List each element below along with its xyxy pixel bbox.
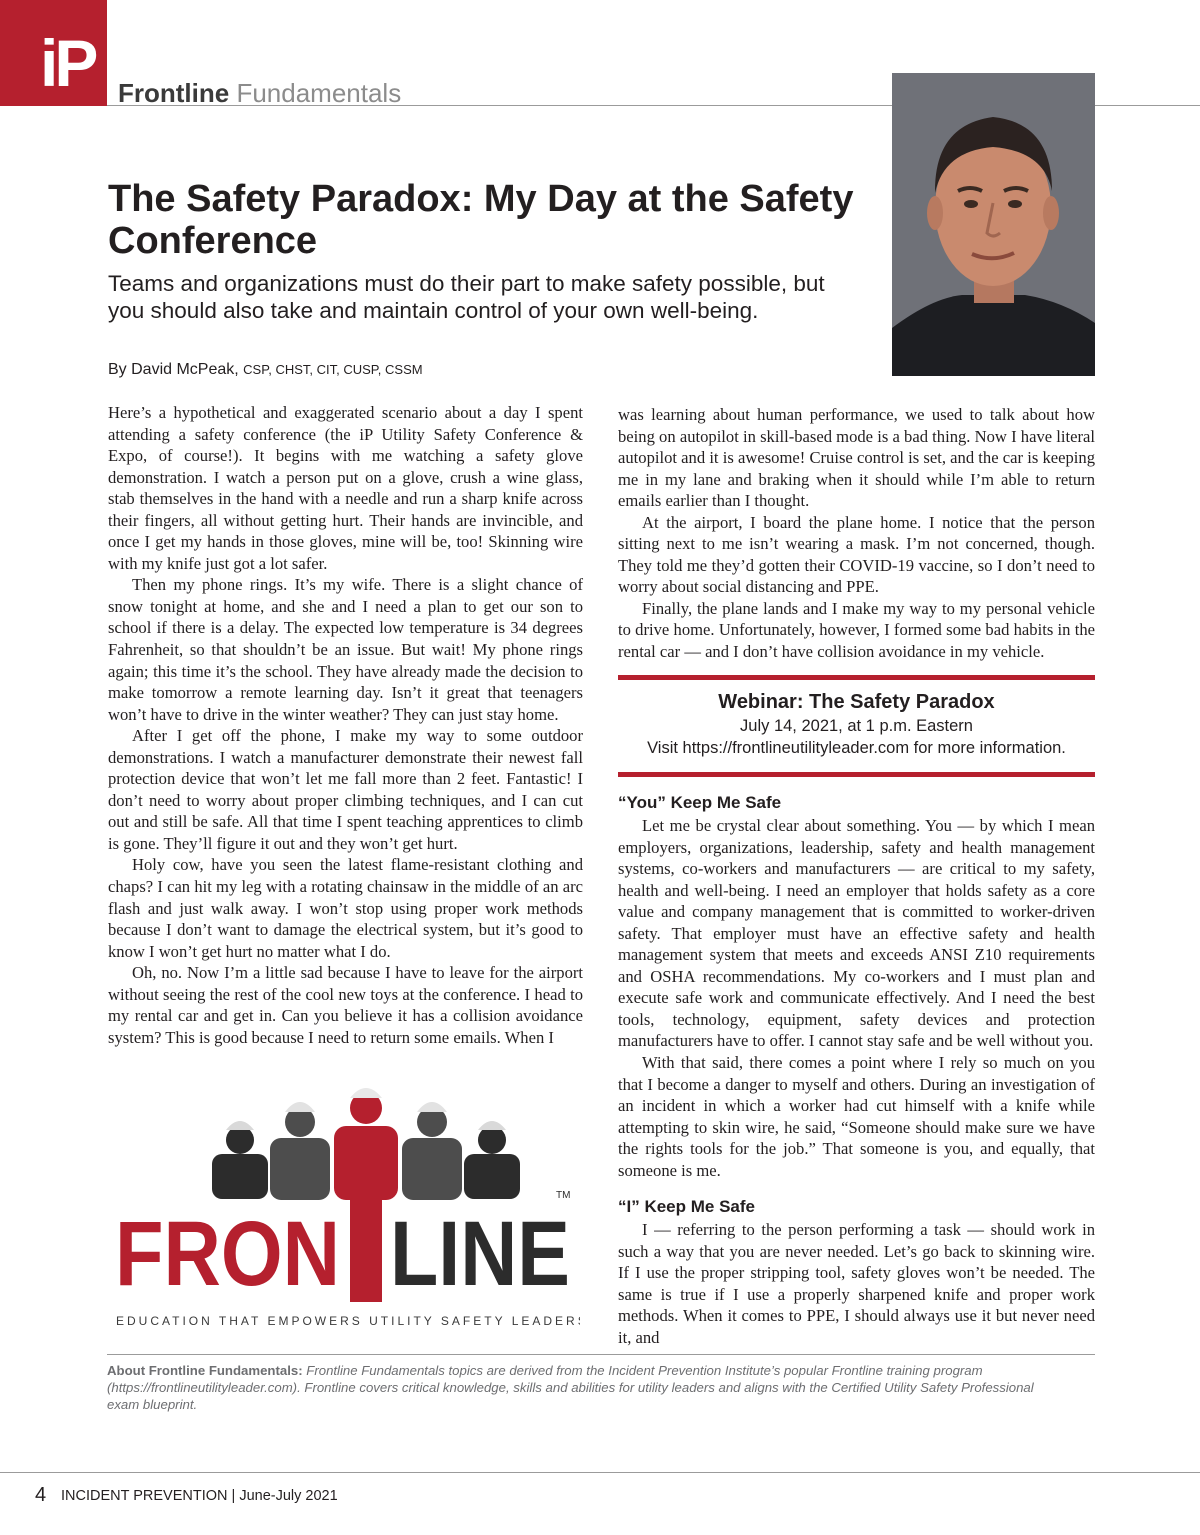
byline [108, 361, 423, 379]
author-portrait-illustration [892, 73, 1095, 376]
article-title: The Safety Paradox: My Day at the Safety Conference [108, 178, 854, 262]
about-note [107, 1362, 1067, 1413]
body-column-right-top [618, 404, 1095, 663]
frontline-word-left: FRON [115, 1203, 340, 1305]
body-paragraph: After I get off the phone, I make my way to some outdoor demonstrations. I watch a manufacturer demonstrate their newest fall protection device that won’t let me fall more than 2 feet. Fantastic! I don’t need to worry about proper climbing techniques, and I can cut out and still be safe. All that time I spent teaching apprentices to climb is gone. They’ll figure it out and they won’t get hurt. [108, 726, 583, 853]
body-paragraph: Let me be crystal clear about something. You — by which I mean employers, organizations, leadership, safety and health management systems, co-workers and manufacturers — are critical to my safety, health and well-being. I need an employer that holds safety as a core value and company management that is committed to worker-driven safety. That employer must have an effective safety and health management system that meets and exceeds ANSI Z10 requirements and OSHA recommendations. My co-workers and I must plan and execute safe work and communicate effectively. And I need the best tools, technology, equipment, safety devices and protection manufacturers have to offer. I cannot stay safe and be well without you. [618, 816, 1095, 1051]
webinar-callout [618, 690, 1095, 759]
footer-divider [0, 1472, 1200, 1473]
body-paragraph: was learning about human performance, we used to talk about how being on autopilot in skill-based mode is a bad thing. Now I have literal autopilot and it is awesome! Cruise control is set, and the car is keeping me in my lane and braking when it should while I’m able to return emails earlier than I thought. [618, 405, 1095, 511]
about-label: About Frontline Fundamentals: [107, 1363, 303, 1378]
body-paragraph: Here’s a hypothetical and exaggerated scenario about a day I spent attending a safety conference (the iP Utility Safety Conference & Expo, of course!). It begins with me watching a safety glove demonstration. I watch a person put on a glove, crush a wine glass, stab themselves in the hand with a needle and run a sharp knife across their fingers, all without getting hurt. Their hands are invincible, and once I get my hands in those gloves, mine will be, too! Skinning wire with my knife just got a lot safer. [108, 403, 583, 573]
page-number: 4 [35, 1484, 47, 1506]
about-divider [107, 1354, 1095, 1355]
body-paragraph: Oh, no. Now I’m a little sad because I have to leave for the airport without seeing the rest of the cool new toys at the conference. I head to my rental car and get in. Can you believe it has a collision avoidance system? This is good because I need to return some emails. When I [108, 963, 583, 1047]
article-subtitle: Teams and organizations must do their part to make safety possible, but you should also take and maintain control of your own well-being. [108, 271, 825, 323]
webinar-rule-bottom [618, 772, 1095, 777]
ip-logo [0, 0, 107, 106]
webinar-title: Webinar: The Safety Paradox [718, 691, 995, 713]
frontline-word-right: LINE [390, 1203, 570, 1305]
frontline-logo-graphic [110, 1080, 580, 1335]
author-photo [892, 73, 1095, 376]
byline-credentials: CSP, CHST, CIT, CUSP, CSSM [243, 362, 423, 377]
body-column-left [108, 402, 583, 1048]
body-paragraph: At the airport, I board the plane home. I notice that the person sitting next to me isn’t wearing a mask. I’m not concerned, though. They told me they’d gotten their COVID-19 vaccine, so I don’t need to worry about social distancing and PPE. [618, 512, 1095, 597]
section-label-bold: Frontline [118, 78, 230, 108]
body-paragraph: With that said, there comes a point where I rely so much on you that I become a danger to myself and others. During an investigation of an incident in which a worker had cut himself with a knife while attempting to skin wire, he said, “Someone should make sure we have the rights tools for the job.” That someone is you, and equally, that someone is me. [618, 1053, 1095, 1180]
publication-footer: INCIDENT PREVENTION | June-July 2021 [61, 1488, 338, 1504]
webinar-date: July 14, 2021, at 1 p.m. Eastern [740, 717, 973, 735]
body-paragraph: I — referring to the person performing a task — should work in such a way that you are never needed. Let’s go back to skinning wire. If I use the proper stripping tool, safety gloves won’t be needed. The same is true if I use a properly sharpened knife and proper work methods. When it comes to PPE, I should always use it but never need it, and [618, 1220, 1095, 1348]
body-paragraph: Finally, the plane lands and I make my way to my personal vehicle to drive home. Unfortunately, however, I formed some bad habits in the rental car — and I don’t have collision avoidance in my vehicle. [618, 598, 1095, 662]
body-paragraph: Holy cow, have you seen the latest flame-resistant clothing and chaps? I can hit my leg with a rotating chainsaw in the middle of an arc flash and just walk away. I won’t stop using proper work methods because I don’t want to damage the electrical system, but it’s good to know I won’t get hurt no matter what I do. [108, 855, 583, 961]
about-text: Frontline Fundamentals topics are derived from the Incident Prevention Institute’s popular Frontline training program (https://frontlineutilityleader.com). Frontline covers critical knowledge, skills and abilities for utility leaders and aligns with the Certified Utility Safety Professional exam blueprint. [107, 1363, 1034, 1412]
webinar-rule-top [618, 675, 1095, 680]
section-heading-you: “You” Keep Me Safe [618, 793, 782, 812]
section-label [118, 80, 401, 106]
body-paragraph: Then my phone rings. It’s my wife. There is a slight chance of snow tonight at home, and she and I need a plan to get our son to school if there is a delay. The expected low temperature is 34 degrees Fahrenheit, so that shouldn’t be an issue. But wait! My phone rings again; this time it’s the school. They have already made the decision to make tomorrow a remote learning day. Isn’t it great that teenagers won’t have to drive in the winter weather? They can just stay home. [108, 575, 583, 724]
frontline-tagline: EDUCATION THAT EMPOWERS UTILITY SAFETY LEADERS [116, 1314, 580, 1328]
section-label-light: Fundamentals [236, 78, 402, 108]
byline-author: By David McPeak, [108, 361, 239, 378]
body-column-right-bottom [618, 793, 1095, 1349]
webinar-info: Visit https://frontlineutilityleader.com for more information. [647, 739, 1066, 757]
frontline-logo [110, 1080, 580, 1335]
frontline-trademark: TM [556, 1190, 571, 1201]
ip-logo-text: iP [40, 26, 95, 100]
section-heading-i: “I” Keep Me Safe [618, 1197, 755, 1217]
